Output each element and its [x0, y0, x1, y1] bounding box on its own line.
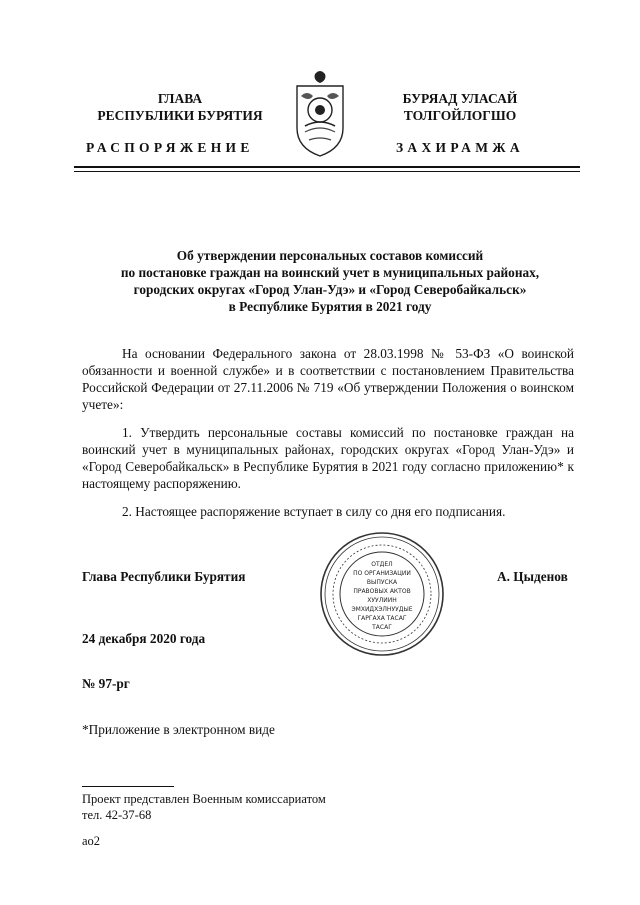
title-line1: Об утверждении персональных составов комиссий [176, 248, 484, 263]
title-line2: по постановке граждан на воинский учет в муниципальных районах, [120, 265, 540, 280]
stamp-line5: ХУУЛИИН [367, 597, 397, 604]
stamp-line2: ПО ОРГАНИЗАЦИИ [353, 570, 411, 577]
doc-type-bua: ЗАХИРАМЖА [396, 140, 524, 155]
stamp-line1: ОТДЕЛ [371, 561, 393, 568]
preamble-paragraph: На основании Федерального закона от 28.03.1998 № 53-ФЗ «О воинской обязанности и военной службе» и в соответствии с постановлением Правительства Российской Федерации от 27.11.2006 № 719 «Об утверждении Положения о воинском учете»: [82, 346, 574, 412]
issuer-ru [80, 90, 280, 124]
footer-submitted-by: Проект представлен Военным комиссариатом [82, 792, 326, 806]
stamp-line3: ВЫПУСКА [366, 579, 398, 586]
document-title [80, 247, 580, 315]
clause-2-paragraph: 2. Настоящее распоряжение вступает в силу со дня его подписания. [122, 504, 506, 519]
footer-phone: тел. 42-37-68 [82, 808, 152, 822]
issuer-ru-line1: ГЛАВА [157, 91, 203, 106]
title-line4: в Республике Бурятия в 2021 году [228, 299, 432, 314]
footnote-divider [82, 786, 174, 787]
official-seal-stamp [318, 530, 446, 658]
issuer-bua-line2: ТОЛГОЙЛОГШО [403, 108, 517, 123]
footer-code: ao2 [82, 834, 101, 848]
document-date: 24 декабря 2020 года [82, 631, 206, 646]
coat-of-arms-icon [291, 66, 349, 158]
stamp-line7: ГАРГАХА ТАСАГ [357, 615, 407, 622]
header-divider-thick [74, 166, 580, 168]
issuer-bua-line1: БУРЯАД УЛАСАЙ [402, 91, 518, 106]
clause-1-paragraph: 1. Утвердить персональные составы комиссий по постановке граждан на воинский учет в муниципальных районах, городских округах «Город Улан-Удэ» и «Город Северобайкальск» в Республике Бурятия в 2021 году согласно приложению* к настоящему распоряжению. [82, 425, 574, 491]
title-line3: городских округах «Город Улан-Удэ» и «Город Северобайкальск» [133, 282, 527, 297]
stamp-line4: ПРАВОВЫХ АКТОВ [353, 588, 411, 595]
stamp-line8: ТАСАГ [372, 624, 392, 631]
signer-name: А. Цыденов [497, 569, 568, 584]
footer-info [82, 791, 326, 823]
document-number: № 97-рг [82, 676, 130, 691]
stamp-line6: ЭМХИДХЭЛНУУДЫЕ [351, 606, 413, 613]
signer-position: Глава Республики Бурятия [82, 569, 246, 584]
issuer-bua [360, 90, 560, 124]
issuer-ru-line2: РЕСПУБЛИКИ БУРЯТИЯ [97, 108, 263, 123]
header-divider-thin [74, 171, 580, 172]
attachment-note: *Приложение в электронном виде [82, 722, 275, 737]
doc-type-ru: РАСПОРЯЖЕНИЕ [86, 140, 254, 155]
